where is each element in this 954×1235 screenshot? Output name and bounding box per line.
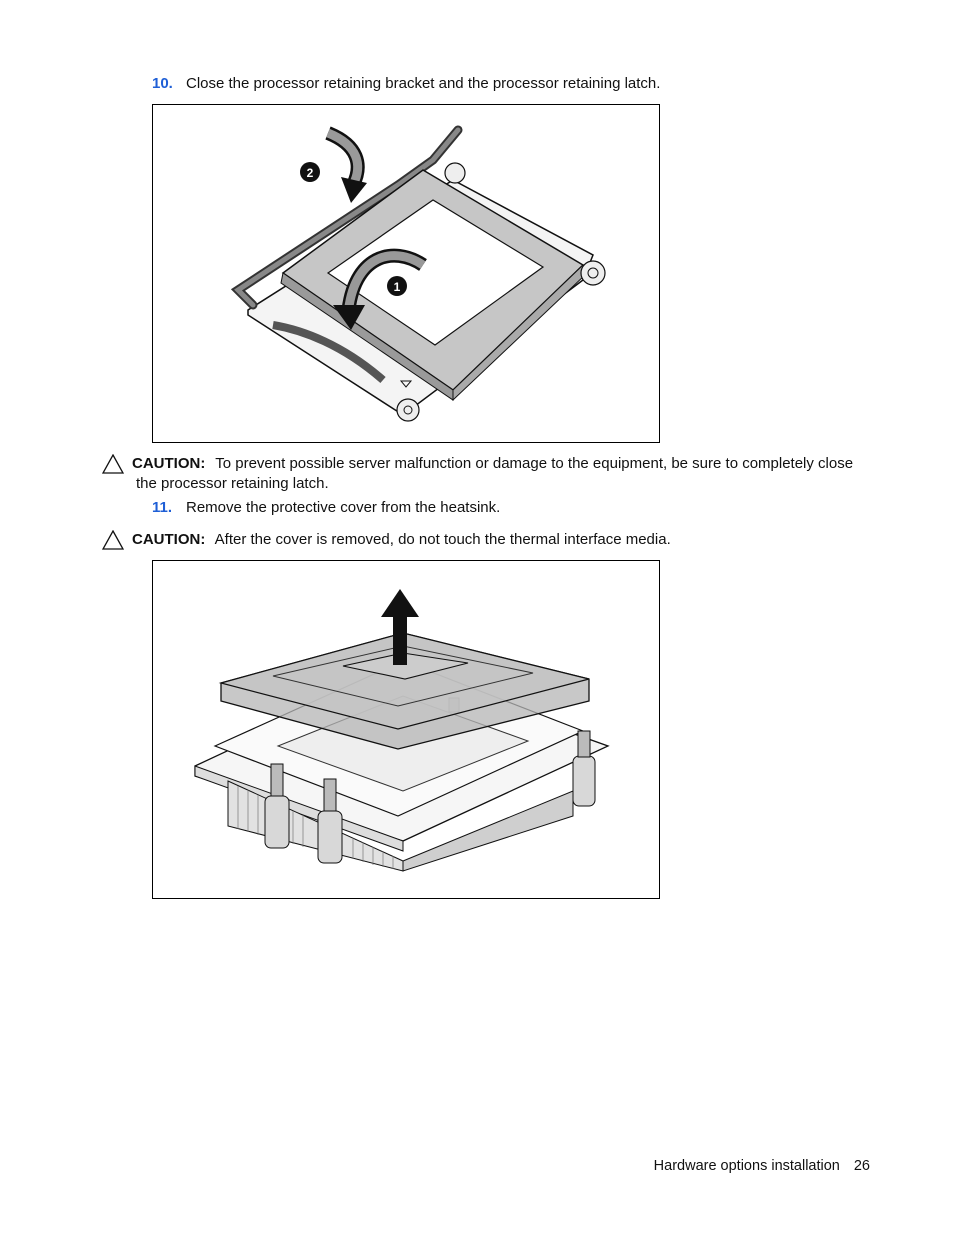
step-text: Remove the protective cover from the heatsink. — [186, 499, 501, 516]
caution-text: To prevent possible server malfunction or damage to the equipment, be sure to completely close — [215, 455, 854, 472]
page-footer — [654, 1158, 870, 1174]
step-number: 10. — [152, 75, 173, 92]
caution-note-2 — [102, 530, 882, 550]
heatsink-cover-figure — [152, 560, 660, 899]
step-number: 11. — [152, 499, 173, 516]
processor-bracket-illustration — [153, 105, 659, 442]
step-text: Close the processor retaining bracket and the processor retaining latch. — [186, 75, 661, 92]
caution-label: CAUTION: — [132, 455, 206, 472]
footer-section-title: Hardware options installation — [653, 1158, 840, 1174]
callout-1: 1 — [393, 280, 401, 294]
caution-text: After the cover is removed, do not touch the thermal interface media. — [214, 531, 671, 548]
processor-bracket-figure — [152, 104, 660, 443]
caution-note-1 — [102, 454, 882, 494]
caution-triangle-icon — [102, 530, 124, 550]
heatsink-cover-illustration — [153, 561, 659, 898]
caution-text-continued: the processor retaining latch. — [136, 475, 329, 492]
callout-2: 2 — [306, 166, 314, 180]
page-number: 26 — [853, 1158, 870, 1174]
step-11 — [152, 499, 500, 516]
caution-triangle-icon — [102, 454, 124, 474]
step-10 — [152, 75, 660, 92]
caution-label: CAUTION: — [132, 531, 206, 548]
